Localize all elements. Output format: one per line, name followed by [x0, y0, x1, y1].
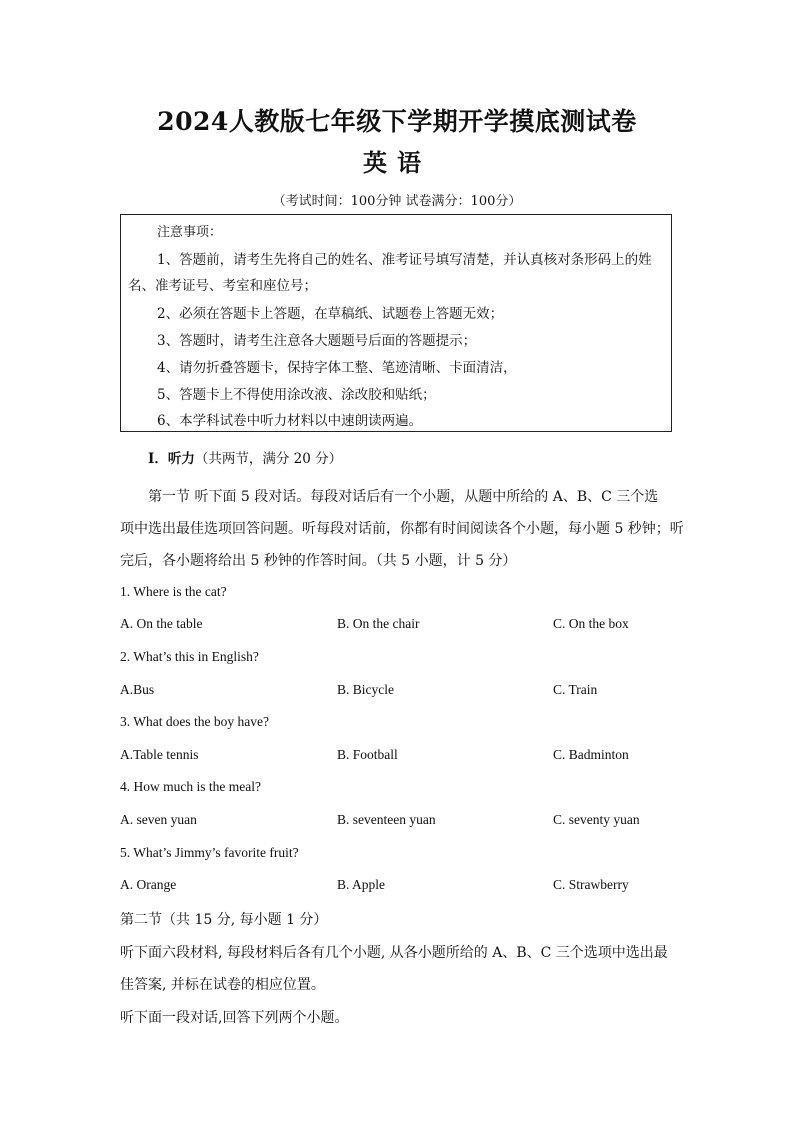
q3-option-c: C. Badminton: [553, 747, 629, 762]
question-4: 4. How much is the meal?: [120, 779, 261, 794]
notice-item: 4、请勿折叠答题卡，保持字体工整、笔迹清晰、卡面清洁，: [157, 360, 517, 376]
exam-title: 2024人教版七年级下学期开学摸底测试卷: [157, 107, 637, 136]
question-3: 3. What does the boy have?: [120, 714, 269, 729]
q5-option-a: A. Orange: [120, 877, 177, 892]
notice-item: 2、必须在答题卡上答题，在草稿纸、试题卷上答题无效；: [157, 306, 504, 322]
section2-line: 佳答案, 并标在试卷的相应位置。: [120, 977, 325, 993]
q3-option-b: B. Football: [337, 747, 398, 762]
q2-option-c: C. Train: [553, 682, 598, 697]
listening-heading-label: I．听力: [148, 451, 195, 467]
notice-item: 1、答题前，请考生先将自己的姓名、准考证号填写清楚，并认真核对条形码上的姓: [157, 252, 652, 268]
q4-option-c: C. seventy yuan: [553, 812, 640, 827]
q4-option-a: A. seven yuan: [120, 812, 197, 827]
question-5: 5. What’s Jimmy’s favorite fruit?: [120, 845, 299, 860]
notice-item: 3、答题时，请考生注意各大题题号后面的答题提示；: [157, 333, 477, 349]
notice-title: 注意事项：: [157, 225, 223, 240]
q1-option-c: C. On the box: [553, 616, 629, 631]
subject-title: 英语: [363, 148, 431, 177]
exam-info: （考试时间：100分钟 试卷满分：100分）: [272, 194, 522, 209]
q5-option-c: C. Strawberry: [553, 877, 629, 892]
listening-heading-detail: （共两节，满分 20 分）: [194, 451, 343, 467]
notice-item: 6、本学科试卷中听力材料以中速朗读两遍。: [157, 413, 423, 429]
section1-line: 完后，各小题将给出 5 秒钟的作答时间。（共 5 小题，计 5 分）: [120, 553, 517, 569]
section2-line: 听下面一段对话,回答下列两个小题。: [120, 1010, 349, 1026]
notice-box: [120, 214, 672, 432]
section2-heading: 第二节（共 15 分, 每小题 1 分）: [120, 912, 328, 928]
q2-option-a: A.Bus: [120, 682, 155, 697]
section1-line: 第一节 听下面 5 段对话。每段对话后有一个小题，从题中所给的 A、B、C 三个选: [148, 489, 659, 505]
q3-option-a: A.Table tennis: [120, 747, 199, 762]
q5-option-b: B. Apple: [337, 877, 386, 892]
q1-option-b: B. On the chair: [337, 616, 420, 631]
notice-item: 5、答题卡上不得使用涂改液、涂改胶和贴纸；: [157, 387, 436, 403]
q4-option-b: B. seventeen yuan: [337, 812, 436, 827]
q2-option-b: B. Bicycle: [337, 682, 394, 697]
section1-line: 项中选出最佳选项回答问题。听每段对话前，你都有时间阅读各个小题，每小题 5 秒钟；听: [120, 521, 684, 537]
question-1: 1. Where is the cat?: [120, 584, 227, 599]
listening-heading: [148, 447, 342, 467]
section2-line: 听下面六段材料, 每段材料后各有几个小题, 从各小题所给的 A、B、C 三个选项中选出最: [120, 945, 668, 961]
question-2: 2. What’s this in English?: [120, 649, 259, 664]
notice-item: 名、准考证号、考室和座位号；: [128, 278, 317, 294]
q1-option-a: A. On the table: [120, 616, 203, 631]
